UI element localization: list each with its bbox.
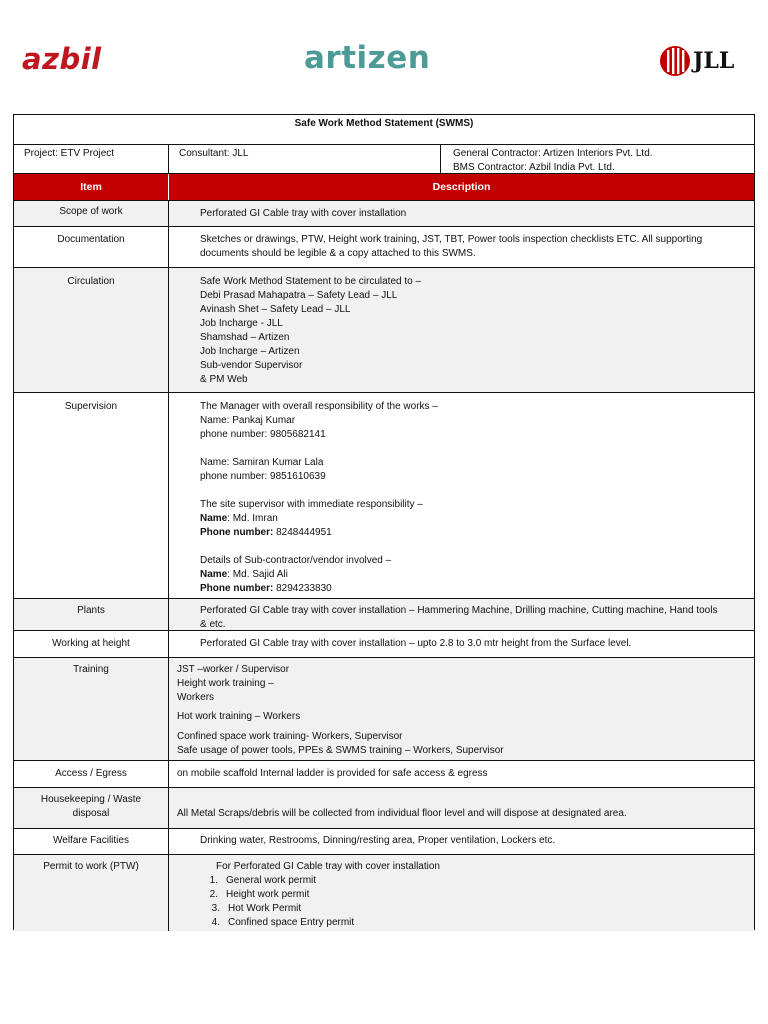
desc-text: The site supervisor with immediate responsibility –: [200, 499, 423, 510]
desc-text: Sub-vendor Supervisor: [200, 360, 303, 371]
project-cell: [14, 145, 169, 173]
desc-text: Name: Samiran Kumar Lala: [200, 457, 324, 468]
desc-text: Details of Sub-contractor/vendor involved –: [200, 555, 392, 566]
desc-text: Avinash Shet – Safety Lead – JLL: [200, 304, 351, 315]
table-row: [14, 267, 754, 392]
list-item: [196, 888, 754, 902]
desc-documentation: [169, 227, 754, 267]
desc-text: [200, 526, 754, 540]
bold-label: Phone number:: [200, 583, 274, 594]
list-text: Confined space Entry permit: [228, 917, 355, 928]
item-label: Permit to work (PTW): [43, 861, 139, 872]
desc-working-height: [169, 631, 754, 657]
list-item: [198, 902, 754, 916]
desc-text: All Metal Scraps/debris will be collected from individual floor level and will dispose at designated area.: [177, 808, 627, 819]
item-plants: [14, 599, 169, 630]
desc-text: Job Incharge - JLL: [200, 318, 283, 329]
general-contractor: General Contractor: Artizen Interiors Pvt. Ltd.: [453, 148, 653, 159]
item-welfare: [14, 829, 169, 854]
desc-text: Perforated GI Cable tray with cover installation – Hammering Machine, Drilling machine, Cutting machine, Hand tools: [200, 605, 718, 616]
value: : Md. Sajid Ali: [227, 569, 288, 580]
jll-mark-icon: [659, 45, 691, 77]
item-training: [14, 658, 169, 760]
item-label: Training: [73, 664, 109, 675]
table-row: [14, 854, 754, 931]
swms-table: [13, 114, 755, 930]
desc-plants: [169, 599, 754, 630]
desc-text: Name: Pankaj Kumar: [200, 415, 296, 426]
item-circulation: [14, 268, 169, 392]
item-supervision: [14, 393, 169, 598]
desc-text: & etc.: [200, 619, 226, 630]
desc-housekeeping: [169, 788, 754, 828]
contractors-cell: [441, 145, 754, 173]
desc-text: JST –worker / Supervisor: [177, 664, 290, 675]
desc-training: [169, 658, 754, 760]
item-label: Circulation: [67, 276, 115, 287]
desc-text: Hot work training – Workers: [177, 711, 301, 722]
desc-text: documents should be legible & a copy attached to this SWMS.: [200, 248, 476, 259]
item-documentation: [14, 227, 169, 267]
desc-access: [169, 761, 754, 787]
desc-text: The Manager with overall responsibility of the works –: [200, 401, 438, 412]
azbil-logo: azbil: [22, 42, 102, 76]
desc-text: Sketches or drawings, PTW, Height work training, JST, TBT, Power tools inspection checklists ETC. All supporting: [200, 234, 703, 245]
desc-scope: [169, 201, 754, 226]
desc-text: Perforated GI Cable tray with cover installation – upto 2.8 to 3.0 mtr height from the Surface level.: [200, 638, 632, 649]
desc-supervision: [169, 393, 754, 598]
list-item: [198, 916, 754, 930]
table-row: [14, 598, 754, 630]
table-row: [14, 787, 754, 828]
header-item: Item: [14, 174, 169, 200]
desc-text: Safe Work Method Statement to be circulated to –: [200, 276, 422, 287]
item-label: Housekeeping / Waste: [40, 794, 142, 805]
desc-text: Perforated GI Cable tray with cover installation: [200, 208, 407, 219]
desc-text: on mobile scaffold Internal ladder is provided for safe access & egress: [177, 768, 488, 779]
consultant: Consultant: JLL: [179, 148, 249, 159]
table-row: [14, 630, 754, 657]
list-text: Hot Work Permit: [228, 903, 302, 914]
desc-text: For Perforated GI Cable tray with cover installation: [216, 861, 440, 872]
list-item: [196, 874, 754, 888]
item-label: Supervision: [64, 401, 118, 412]
bms-contractor: BMS Contractor: Azbil India Pvt. Ltd.: [453, 162, 615, 173]
bold-label: Name: [200, 513, 228, 524]
item-label: Working at height: [52, 638, 130, 649]
item-housekeeping: [14, 788, 169, 828]
desc-text: Height work training –: [177, 678, 274, 689]
item-label: Plants: [77, 605, 105, 616]
desc-ptw: [169, 855, 754, 931]
item-working-height: [14, 631, 169, 657]
desc-text: Workers: [177, 692, 215, 703]
value: : Md. Imran: [227, 513, 278, 524]
list-text: General work permit: [226, 875, 317, 886]
list-number: 3.: [211, 903, 220, 914]
list-number: 4.: [211, 917, 220, 928]
desc-text: Debi Prasad Mahapatra – Safety Lead – JLL: [200, 290, 398, 301]
table-row: [14, 760, 754, 787]
artizen-logo: artizen: [304, 40, 431, 76]
bold-label: Phone number:: [200, 527, 274, 538]
desc-circulation: [169, 268, 754, 392]
table-row: [14, 226, 754, 267]
desc-text: phone number: 9851610639: [200, 471, 326, 482]
consultant-cell: [169, 145, 441, 173]
doc-title: Safe Work Method Statement (SWMS): [294, 118, 474, 129]
item-label: Access / Egress: [55, 768, 127, 779]
item-scope: [14, 201, 169, 226]
desc-text: Safe usage of power tools, PPEs & SWMS training – Workers, Supervisor: [177, 745, 504, 756]
item-label: Welfare Facilities: [53, 835, 129, 846]
header-description: Description: [169, 174, 754, 200]
table-header-row: [14, 173, 754, 200]
item-label: Documentation: [57, 234, 125, 245]
list-number: 2.: [209, 889, 218, 900]
desc-text: Drinking water, Restrooms, Dinning/resting area, Proper ventilation, Lockers etc.: [200, 835, 556, 846]
list-number: 1.: [209, 875, 218, 886]
title-row: [14, 115, 754, 144]
project-name: Project: ETV Project: [24, 148, 115, 159]
value: 8248444951: [273, 527, 332, 538]
desc-text: phone number: 9805682141: [200, 429, 326, 440]
value: 8294233830: [273, 583, 332, 594]
desc-text: [200, 512, 754, 526]
desc-text: Shamshad – Artizen: [200, 332, 290, 343]
project-row: [14, 144, 754, 173]
table-row: [14, 392, 754, 598]
item-ptw: [14, 855, 169, 931]
desc-welfare: [169, 829, 754, 854]
desc-text: Confined space work training- Workers, Supervisor: [177, 731, 403, 742]
desc-text: Job Incharge – Artizen: [200, 346, 300, 357]
desc-text: [200, 582, 754, 596]
table-row: [14, 828, 754, 854]
list-text: Height work permit: [226, 889, 310, 900]
desc-text: & PM Web: [200, 374, 248, 385]
jll-logo: [659, 45, 734, 77]
desc-text: [200, 568, 754, 582]
item-label: disposal: [72, 808, 110, 819]
item-access: [14, 761, 169, 787]
bold-label: Name: [200, 569, 228, 580]
jll-logo-text: JLL: [693, 48, 735, 74]
item-label: Scope of work: [59, 206, 123, 217]
table-row: [14, 200, 754, 226]
table-row: [14, 657, 754, 760]
